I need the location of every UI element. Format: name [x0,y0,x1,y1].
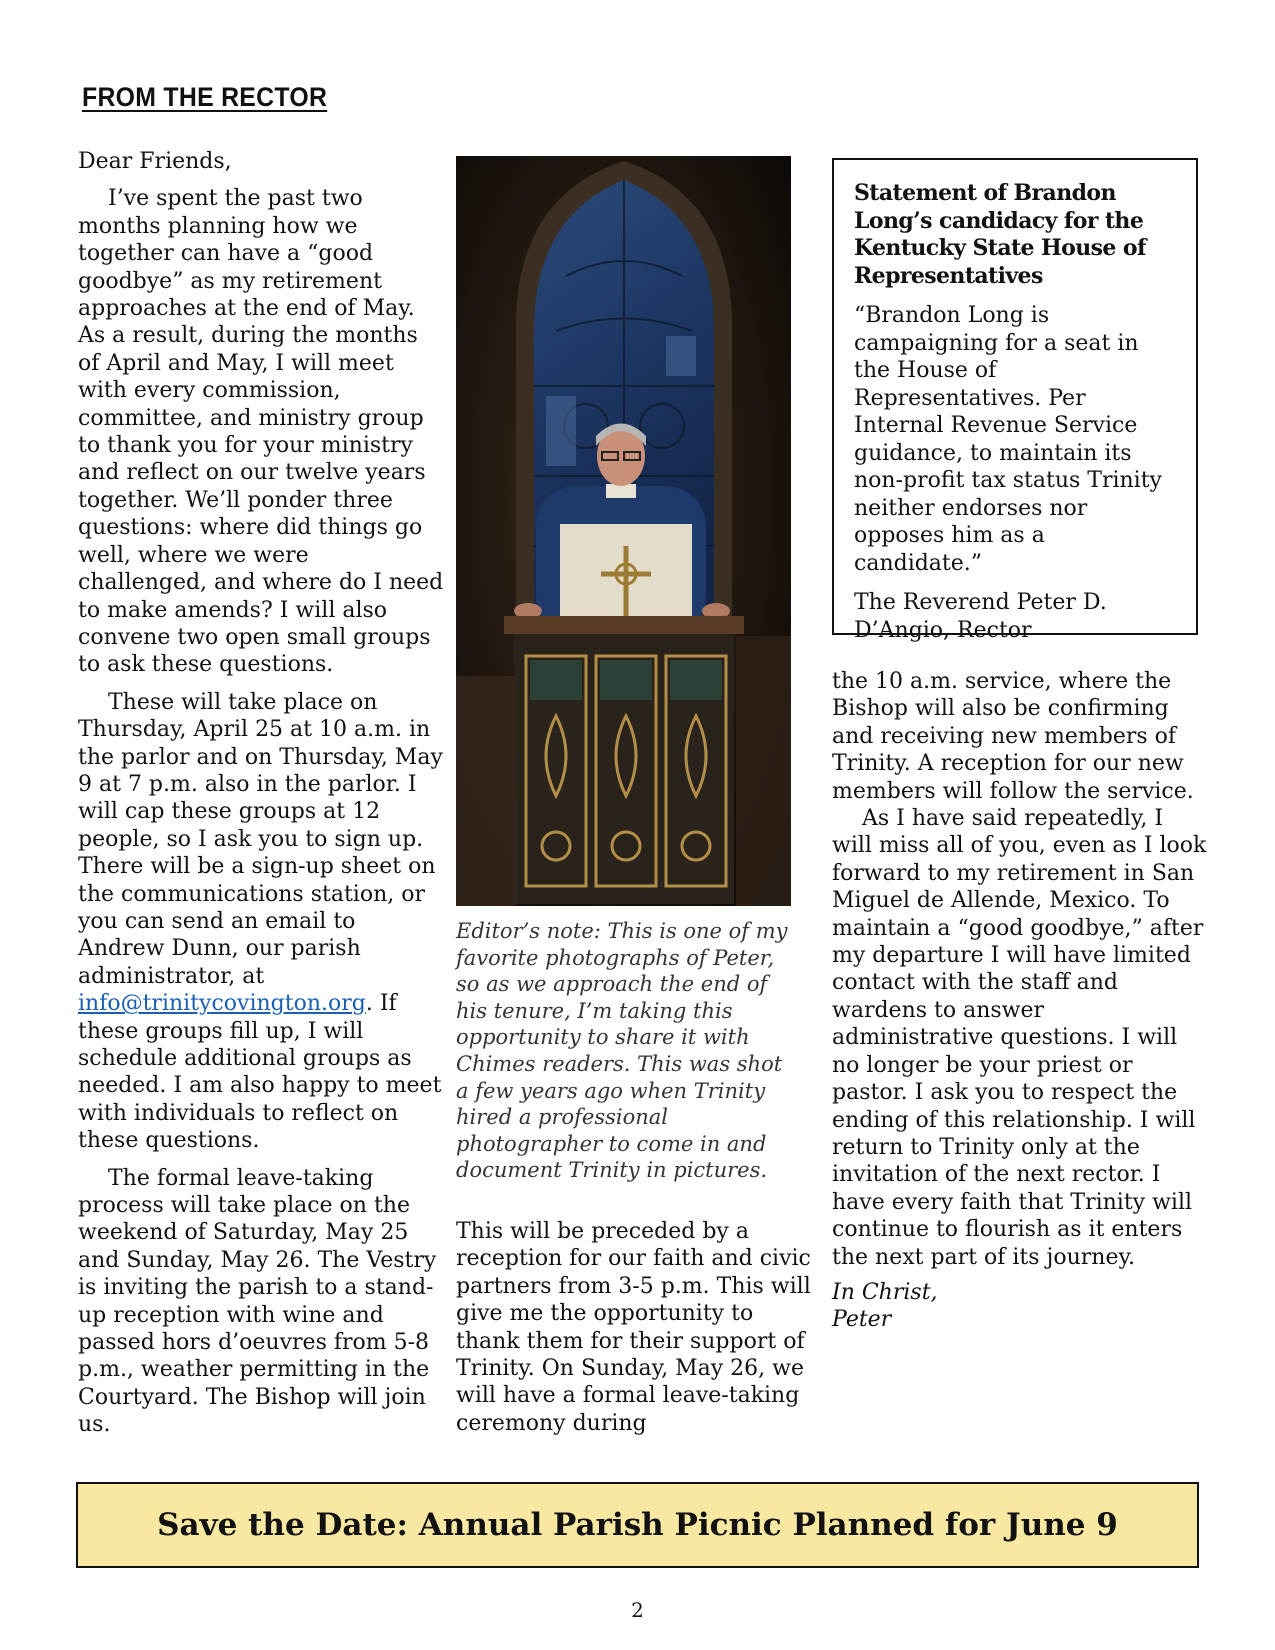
candidacy-statement-box [832,158,1198,643]
letter-paragraph: I’ve spent the past two months planning how we together can have a “good goodbye” as my retirement approaches at the end of May. As a result, during the months of April and May, I will meet with every commission, committee, and ministry group to thank you for your ministry and reflect on our twelve years together. We’ll ponder three questions: where did things go well, where we were challenged, and where do I need to make amends? I will also convene two open small groups to ask these questions. [78,186,444,678]
page-number: 2 [631,1598,644,1622]
letter-paragraph: This will be preceded by a reception for our faith and civic partners from 3-5 p.m. This will give me the opportunity to thank them for their support of Trinity. On Sunday, May 26, we will have a formal leave-taking ceremony during [456,1219,811,1436]
letter-paragraph: As I have said repeatedly, I will miss all of you, even as I look forward to my retirement in San Miguel de Allende, Mexico. To maintain a “good goodbye,” after my departure I will have limited contact with the staff and wardens to answer administrative questions. I will no longer be your priest or pastor. I ask you to respect the ending of this relationship. I will return to Trinity only at the invitation of the next rector. I have every faith that Trinity will continue to flourish as it enters the next part of its journey. [832,806,1207,1270]
statement-title: Statement of Brandon Long’s candidacy for the Kentucky State House of Representatives [854,180,1146,289]
letter-paragraph: the 10 a.m. service, where the Bishop will also be confirming and receiving new members of Trinity. A reception for our new members will follow the service. [832,669,1194,804]
letter-closing: In Christ, [832,1279,938,1305]
paragraph-text: These will take place on Thursday, April 25 at 10 a.m. in the parlor and on Thursday, May 9 at 7 p.m. also in the parlor. I will cap these groups at 12 people, so I ask you to sign up. There will be a sign-up sheet on the communications station, or you can send an email to Andrew Dunn, our parish administrator, at [78,689,443,989]
letter-signature: Peter [832,1307,892,1333]
salutation: Dear Friends, [78,149,232,174]
letter-column-3 [832,668,1208,1334]
rector-pulpit-photo-image [456,156,791,906]
statement-body: “Brandon Long is campaigning for a seat in the House of Representatives. Per Internal Revenue Service guidance, to maintain its non-profit tax status Trinity neither endorses nor opposes him as a candidate.” [854,303,1162,576]
rector-photo [456,156,791,906]
letter-paragraph [78,689,444,1155]
email-link[interactable]: info@trinitycovington.org [78,991,366,1017]
paragraph-text: . If these groups fill up, I will schedule additional groups as needed. I am also happy to meet with individuals to reflect on these questions. [78,991,442,1154]
letter-column-2 [456,1218,818,1437]
save-the-date-banner: Save the Date: Annual Parish Picnic Planned for June 9 [76,1482,1199,1568]
letter-column-1 [78,148,444,1449]
letter-paragraph: The formal leave-taking process will take place on the weekend of Saturday, May 25 and Sunday, May 26. The Vestry is inviting the parish to a stand-up reception with wine and passed hors d’oeuvres from 5-8 p.m., weather permitting in the Courtyard. The Bishop will join us. [78,1165,437,1438]
section-heading: FROM THE RECTOR [82,82,328,112]
photo-caption: Editor’s note: This is one of my favorite photographs of Peter, so as we approach the end of his tenure, I’m taking this opportunity to share it with Chimes readers. This was shot a few years ago when Trinity hired a professional photographer to come in and document Trinity in pictures. [456,919,788,1183]
statement-signature: The Reverend Peter D. D’Angio, Rector [854,590,1107,643]
